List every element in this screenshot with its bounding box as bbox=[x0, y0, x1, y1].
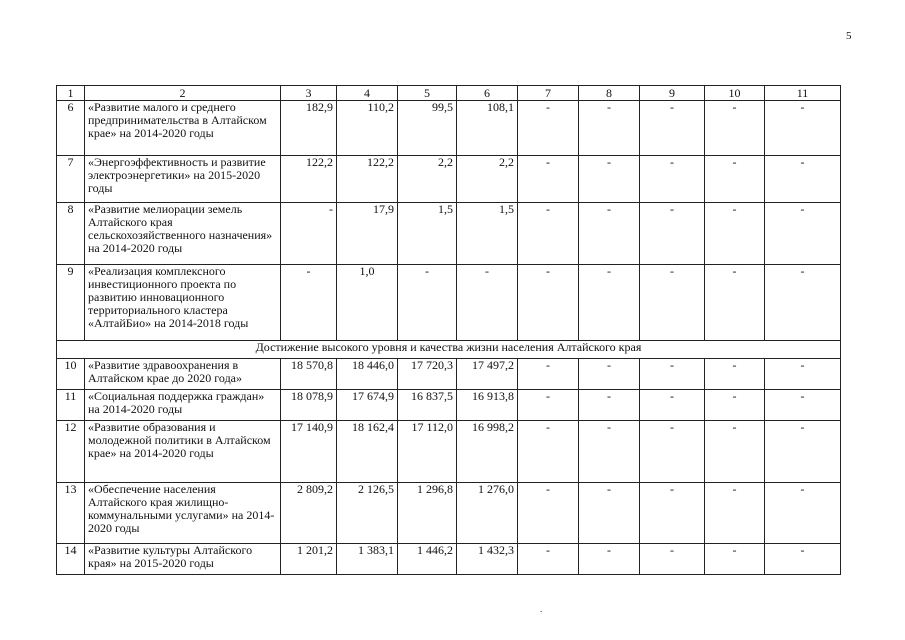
column-header: 10 bbox=[705, 86, 765, 101]
cell-value: 182,9 bbox=[281, 101, 337, 156]
cell-value: 1 296,8 bbox=[398, 483, 457, 544]
cell-value: - bbox=[281, 203, 337, 265]
cell-value: 108,1 bbox=[457, 101, 518, 156]
program-name: «Обеспечение населения Алтайского края жилищно-коммунальными услугами» на 2014-2020 годы bbox=[85, 483, 281, 544]
row-number: 10 bbox=[57, 359, 85, 390]
row-number: 9 bbox=[57, 265, 85, 341]
column-header: 8 bbox=[579, 86, 640, 101]
cell-value: 16 913,8 bbox=[457, 390, 518, 421]
cell-value: - bbox=[640, 359, 705, 390]
cell-value: 1 432,3 bbox=[457, 544, 518, 575]
cell-value: - bbox=[640, 483, 705, 544]
row-number: 12 bbox=[57, 421, 85, 483]
cell-value: - bbox=[765, 544, 841, 575]
cell-value: 99,5 bbox=[398, 101, 457, 156]
cell-value: - bbox=[518, 359, 579, 390]
cell-value: - bbox=[705, 483, 765, 544]
column-header: 6 bbox=[457, 86, 518, 101]
column-header: 3 bbox=[281, 86, 337, 101]
program-name: «Развитие образования и молодежной политики в Алтайском крае» на 2014-2020 годы bbox=[85, 421, 281, 483]
cell-value: - bbox=[640, 544, 705, 575]
row-number: 14 bbox=[57, 544, 85, 575]
column-header: 11 bbox=[765, 86, 841, 101]
cell-value: - bbox=[518, 390, 579, 421]
cell-value: 122,2 bbox=[281, 156, 337, 203]
cell-value: - bbox=[640, 203, 705, 265]
table-row bbox=[57, 544, 841, 575]
cell-value: 16 837,5 bbox=[398, 390, 457, 421]
cell-value: - bbox=[640, 156, 705, 203]
cell-value: - bbox=[579, 421, 640, 483]
cell-value: - bbox=[640, 265, 705, 341]
cell-value: - bbox=[579, 483, 640, 544]
row-number: 7 bbox=[57, 156, 85, 203]
cell-value: - bbox=[518, 101, 579, 156]
row-number: 11 bbox=[57, 390, 85, 421]
program-name: «Развитие мелиорации земель Алтайского края сельскохозяйственного назначения» на 2014-2020 годы bbox=[85, 203, 281, 265]
cell-value: 17,9 bbox=[337, 203, 398, 265]
cell-value: - bbox=[765, 203, 841, 265]
column-header: 7 bbox=[518, 86, 579, 101]
cell-value: 18 162,4 bbox=[337, 421, 398, 483]
column-header: 4 bbox=[337, 86, 398, 101]
table-row bbox=[57, 265, 841, 341]
program-name: «Развитие культуры Алтайского края» на 2015-2020 годы bbox=[85, 544, 281, 575]
cell-value: - bbox=[765, 265, 841, 341]
table-row bbox=[57, 203, 841, 265]
cell-value: - bbox=[765, 390, 841, 421]
cell-value: - bbox=[579, 101, 640, 156]
cell-value: - bbox=[705, 359, 765, 390]
cell-value: - bbox=[640, 390, 705, 421]
cell-value: - bbox=[579, 359, 640, 390]
cell-value: 122,2 bbox=[337, 156, 398, 203]
cell-value: 18 078,9 bbox=[281, 390, 337, 421]
page-number: 5 bbox=[846, 30, 852, 42]
cell-value: - bbox=[640, 421, 705, 483]
row-number: 6 bbox=[57, 101, 85, 156]
cell-value: 1 383,1 bbox=[337, 544, 398, 575]
cell-value: 17 720,3 bbox=[398, 359, 457, 390]
program-name: «Реализация комплексного инвестиционного проекта по развитию инновационного территориального кластера «АлтайБио» на 2014-2018 годы bbox=[85, 265, 281, 341]
table-row bbox=[57, 156, 841, 203]
cell-value: - bbox=[398, 265, 457, 341]
header-row bbox=[57, 86, 841, 101]
cell-value: - bbox=[765, 483, 841, 544]
cell-value: - bbox=[765, 421, 841, 483]
cell-value: - bbox=[518, 156, 579, 203]
cell-value: 2,2 bbox=[398, 156, 457, 203]
cell-value: - bbox=[705, 421, 765, 483]
cell-value: - bbox=[705, 156, 765, 203]
cell-value: 1 201,2 bbox=[281, 544, 337, 575]
row-number: 8 bbox=[57, 203, 85, 265]
cell-value: - bbox=[518, 265, 579, 341]
cell-value: 16 998,2 bbox=[457, 421, 518, 483]
program-name: «Развитие малого и среднего предпринимательства в Алтайском крае» на 2014-2020 годы bbox=[85, 101, 281, 156]
cell-value: 18 446,0 bbox=[337, 359, 398, 390]
column-header: 1 bbox=[57, 86, 85, 101]
table-row bbox=[57, 390, 841, 421]
table-row bbox=[57, 101, 841, 156]
cell-value: - bbox=[765, 156, 841, 203]
program-name: «Энергоэффективность и развитие электроэнергетики» на 2015-2020 годы bbox=[85, 156, 281, 203]
cell-value: 2 126,5 bbox=[337, 483, 398, 544]
cell-value: - bbox=[281, 265, 337, 341]
program-funding-table bbox=[56, 85, 841, 575]
cell-value: 17 674,9 bbox=[337, 390, 398, 421]
section-row bbox=[57, 341, 841, 359]
cell-value: - bbox=[579, 203, 640, 265]
cell-value: - bbox=[518, 421, 579, 483]
cell-value: - bbox=[705, 544, 765, 575]
cell-value: - bbox=[705, 390, 765, 421]
cell-value: - bbox=[579, 156, 640, 203]
cell-value: - bbox=[705, 203, 765, 265]
cell-value: 2 809,2 bbox=[281, 483, 337, 544]
cell-value: - bbox=[579, 544, 640, 575]
cell-value: - bbox=[705, 265, 765, 341]
cell-value: - bbox=[457, 265, 518, 341]
cell-value: - bbox=[579, 390, 640, 421]
cell-value: 2,2 bbox=[457, 156, 518, 203]
column-header: 5 bbox=[398, 86, 457, 101]
cell-value: 18 570,8 bbox=[281, 359, 337, 390]
cell-value: - bbox=[579, 265, 640, 341]
cell-value: - bbox=[640, 101, 705, 156]
column-header: 2 bbox=[85, 86, 281, 101]
cell-value: - bbox=[705, 101, 765, 156]
cell-value: 1,5 bbox=[398, 203, 457, 265]
column-header: 9 bbox=[640, 86, 705, 101]
cell-value: 17 140,9 bbox=[281, 421, 337, 483]
row-number: 13 bbox=[57, 483, 85, 544]
cell-value: - bbox=[765, 101, 841, 156]
cell-value: 1,0 bbox=[337, 265, 398, 341]
table-row bbox=[57, 359, 841, 390]
cell-value: 1 446,2 bbox=[398, 544, 457, 575]
footer-mark: . bbox=[540, 604, 543, 614]
cell-value: - bbox=[518, 544, 579, 575]
cell-value: 1,5 bbox=[457, 203, 518, 265]
program-name: «Развитие здравоохранения в Алтайском крае до 2020 года» bbox=[85, 359, 281, 390]
cell-value: - bbox=[765, 359, 841, 390]
program-name: «Социальная поддержка граждан» на 2014-2020 годы bbox=[85, 390, 281, 421]
cell-value: - bbox=[518, 203, 579, 265]
cell-value: 17 112,0 bbox=[398, 421, 457, 483]
table-row bbox=[57, 421, 841, 483]
cell-value: 1 276,0 bbox=[457, 483, 518, 544]
section-title: Достижение высокого уровня и качества жизни населения Алтайского края bbox=[57, 341, 841, 359]
cell-value: 17 497,2 bbox=[457, 359, 518, 390]
table-row bbox=[57, 483, 841, 544]
cell-value: - bbox=[518, 483, 579, 544]
cell-value: 110,2 bbox=[337, 101, 398, 156]
